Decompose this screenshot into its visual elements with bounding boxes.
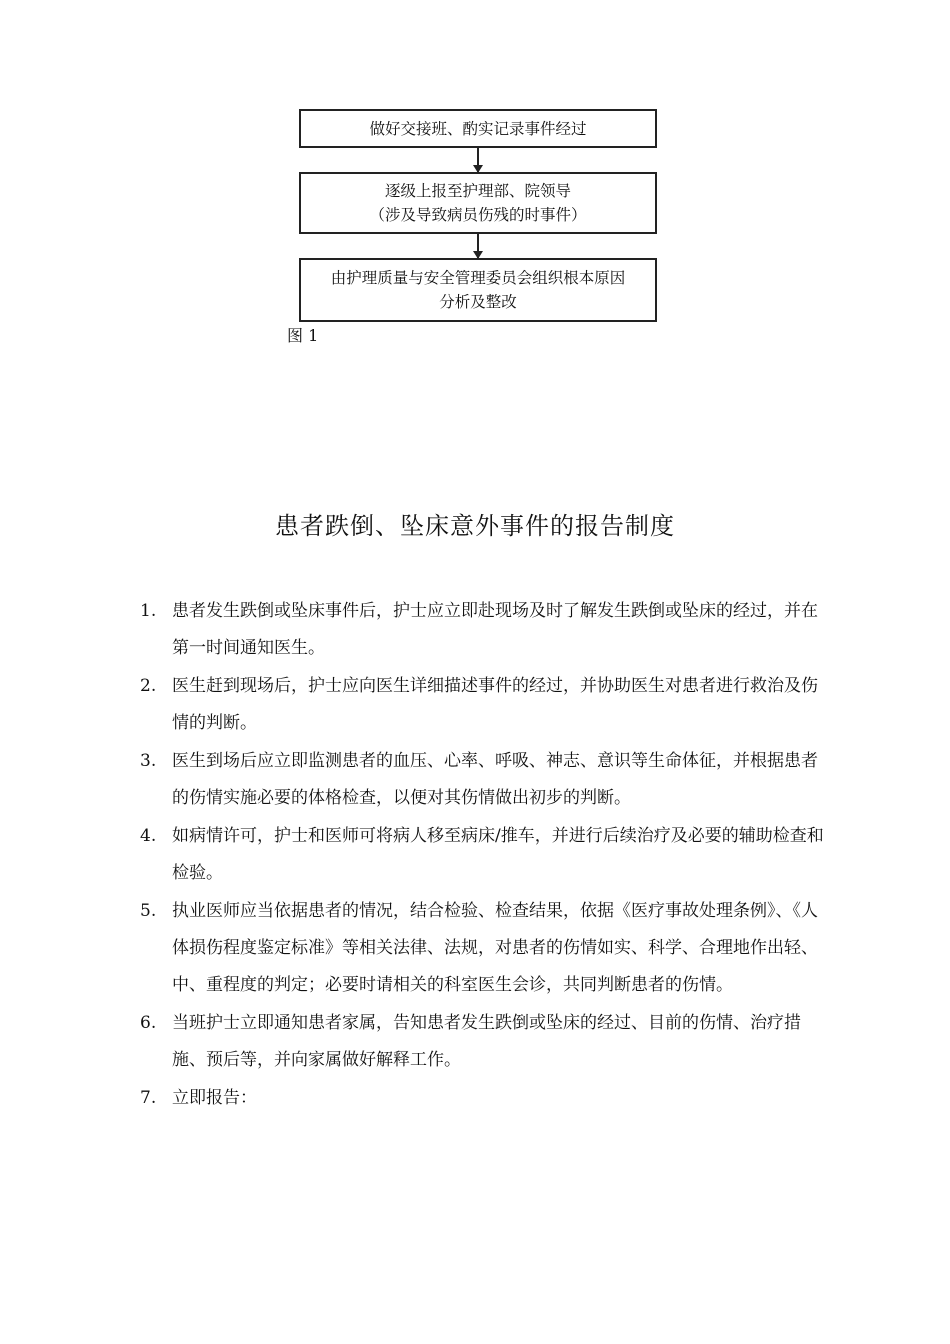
rule-text: 立即报告：	[172, 1088, 257, 1108]
rule-number: 5.	[140, 901, 157, 921]
rule-item-7	[140, 1080, 830, 1117]
rule-item-5	[140, 893, 830, 1004]
rule-item-4	[140, 818, 830, 892]
rule-item-1	[140, 593, 830, 667]
flowchart-arrow-down-icon	[477, 234, 479, 258]
rule-number: 3.	[140, 751, 157, 771]
flowchart-arrow-down-icon	[477, 148, 479, 172]
flowchart-step-2-line-2: （涉及导致病员伤残的时事件）	[369, 206, 587, 224]
flowchart-step-report	[299, 172, 657, 234]
rule-text: 患者发生跌倒或坠床事件后，护士应立即赴现场及时了解发生跌倒或坠床的经过，并在第一时间通知医生。	[172, 601, 818, 658]
rule-text: 医生赶到现场后，护士应向医生详细描述事件的经过，并协助医生对患者进行救治及伤情的判断。	[172, 676, 818, 733]
flowchart-step-3-line-1: 由护理质量与安全管理委员会组织根本原因	[330, 269, 626, 287]
rule-list	[140, 593, 830, 1118]
flowchart-step-2-line-1: 逐级上报至护理部、院领导	[384, 182, 571, 200]
rule-item-6	[140, 1005, 830, 1079]
rule-number: 2.	[140, 676, 157, 696]
flowchart-step-analysis	[299, 258, 657, 322]
rule-number: 7.	[140, 1088, 157, 1108]
rule-item-3	[140, 743, 830, 817]
rule-text: 当班护士立即通知患者家属，告知患者发生跌倒或坠床的经过、目前的伤情、治疗措施、预后等，并向家属做好解释工作。	[172, 1013, 801, 1070]
flowchart-step-3-line-2: 分析及整改	[439, 293, 517, 311]
rule-text: 执业医师应当依据患者的情况，结合检验、检查结果，依据《医疗事故处理条例》、《人体损伤程度鉴定标准》等相关法律、法规，对患者的伤情如实、科学、合理地作出轻、中、重程度的判定；必要时请相关的科室医生会诊，共同判断患者的伤情。	[172, 901, 818, 995]
rule-number: 6.	[140, 1013, 157, 1033]
rule-text: 医生到场后应立即监测患者的血压、心率、呼吸、神志、意识等生命体征，并根据患者的伤情实施必要的体格检查，以便对其伤情做出初步的判断。	[172, 751, 818, 808]
rule-item-2	[140, 668, 830, 742]
rule-number: 4.	[140, 826, 157, 846]
flowchart-step-record	[299, 109, 657, 148]
rule-text: 如病情许可，护士和医师可将病人移至病床/推车，并进行后续治疗及必要的辅助检查和检验。	[172, 826, 824, 883]
rule-number: 1.	[140, 601, 157, 621]
document-title: 患者跌倒、坠床意外事件的报告制度	[275, 512, 675, 540]
flowchart	[0, 0, 950, 360]
flowchart-step-1-line-1: 做好交接班、酌实记录事件经过	[369, 119, 587, 138]
figure-caption: 图 1	[287, 326, 319, 345]
